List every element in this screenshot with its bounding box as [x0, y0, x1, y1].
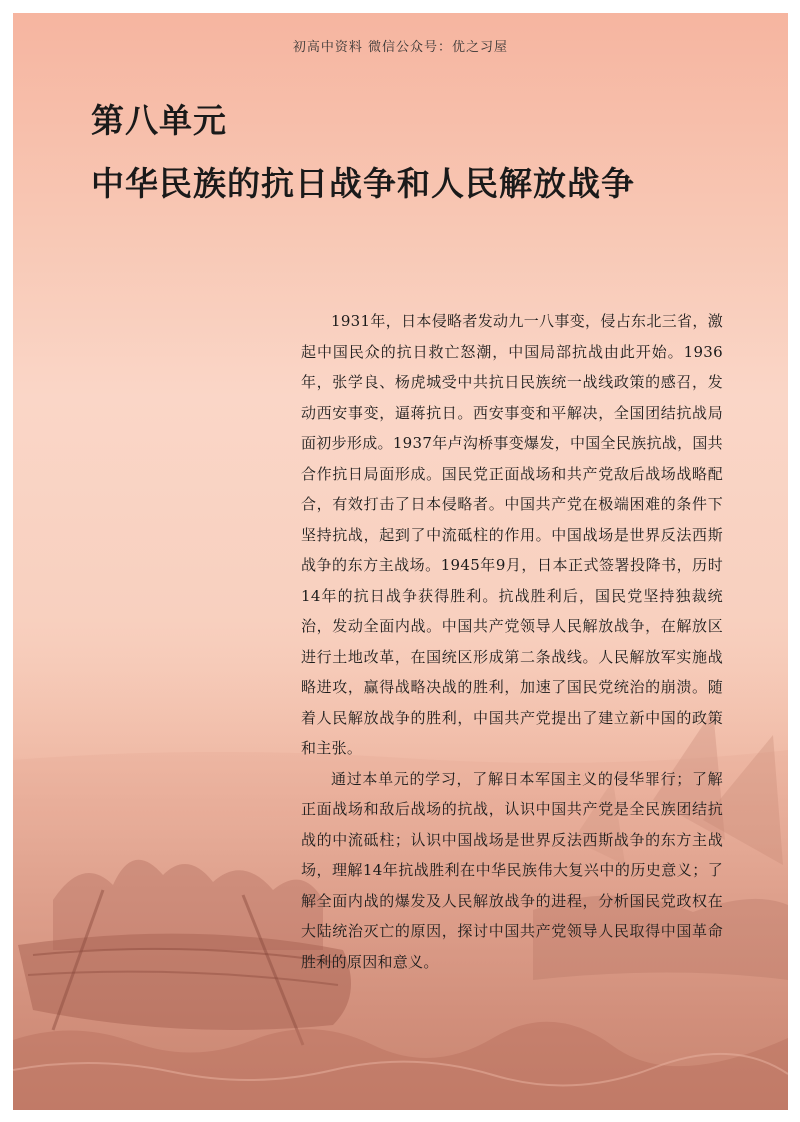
header-note: 初高中资料 微信公众号：优之习屋	[292, 40, 509, 55]
unit-label: 第八单元	[91, 101, 227, 140]
unit-title: 中华民族的抗日战争和人民解放战争	[91, 164, 635, 203]
page	[13, 13, 788, 1110]
unit-introduction	[301, 306, 723, 977]
learning-goals-paragraph: 通过本单元的学习，了解日本军国主义的侵华罪行；了解正面战场和敌后战场的抗战，认识中国共产党是全民族团结抗战的中流砥柱；认识中国战场是世界反法西斯战争的东方主战场，理解14年抗战胜利在中华民族伟大复兴中的历史意义；了解全面内战的爆发及人民解放战争的进程，分析国民党政权在大陆统治灭亡的原因，探讨中国共产党领导人民取得中国革命胜利的原因和意义。	[301, 769, 723, 971]
intro-paragraph: 1931年，日本侵略者发动九一八事变，侵占东北三省，激起中国民众的抗日救亡怒潮，中国局部抗战由此开始。1936年，张学良、杨虎城受中共抗日民族统一战线政策的感召，发动西安事变，逼蒋抗日。西安事变和平解决，全国团结抗战局面初步形成。1937年卢沟桥事变爆发，中国全民族抗战，国共合作抗日局面形成。国民党正面战场和共产党敌后战场战略配合，有效打击了日本侵略者。中国共产党在极端困难的条件下坚持抗战，起到了中流砥柱的作用。中国战场是世界反法西斯战争的东方主战场。1945年9月，日本正式签署投降书，历时14年的抗日战争获得胜利。抗战胜利后，国民党坚持独裁统治，发动全面内战。中国共产党领导人民解放战争，在解放区进行土地改革，在国统区形成第二条战线。人民解放军实施战略进攻，赢得战略决战的胜利，加速了国民党统治的崩溃。随着人民解放战争的胜利，中国共产党提出了建立新中国的政策和主张。	[301, 312, 723, 757]
